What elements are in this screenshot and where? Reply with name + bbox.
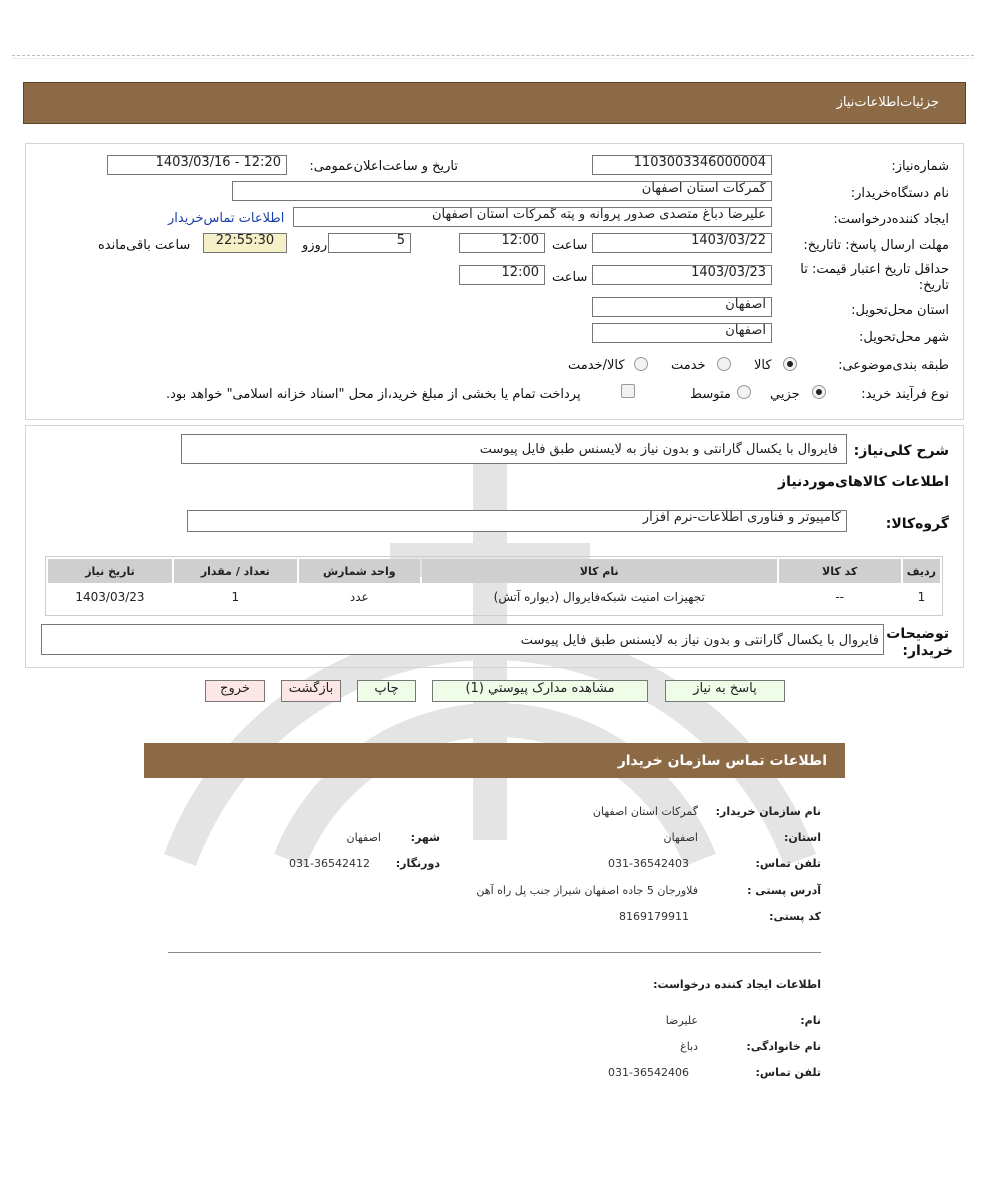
city-field: اصفهان xyxy=(592,323,772,343)
buyer-org-field: گمرکات استان اصفهان xyxy=(232,181,772,201)
creator-name-value: علیرضا xyxy=(665,1014,698,1027)
address-value: فلاورجان 5 جاده اصفهان شیراز جنب پل راه آهن xyxy=(476,884,698,897)
requester-field: علیرضا دباغ متصدی صدور پروانه و پته گمرکات استان اصفهان xyxy=(293,207,772,227)
process-option-minor: جزیي xyxy=(770,387,800,402)
cell-qty: 1 xyxy=(231,590,240,604)
buyer-notes-label-2: خریدار: xyxy=(902,643,953,659)
col-qty-header: تعداد / مقدار xyxy=(174,559,297,583)
city-label: شهر محل‌تحویل: xyxy=(859,330,949,345)
page-title: جزئیات‌اطلاعات‌نیاز xyxy=(836,95,939,110)
reply-button[interactable]: پاسخ به نیاز xyxy=(665,680,785,702)
page-header xyxy=(23,82,966,124)
category-radio-service[interactable] xyxy=(717,357,731,371)
fax-value: 031-36542412 xyxy=(289,857,370,870)
exit-button[interactable]: خروج xyxy=(205,680,265,702)
announce-field: 1403/03/16 - 12:20 xyxy=(107,155,287,175)
deadline-label: مهلت ارسال پاسخ: تاتاریخ: xyxy=(803,238,949,253)
category-option-service: خدمت xyxy=(671,358,706,373)
contact-province-value: اصفهان xyxy=(663,831,698,844)
table-row xyxy=(48,585,940,609)
org-value: گمرکات استان اصفهان xyxy=(592,805,698,818)
goods-table-wrap xyxy=(45,556,943,616)
cell-date: 1403/03/23 xyxy=(75,590,145,604)
deadline-date-field: 1403/03/22 xyxy=(592,233,772,253)
col-unit-header: واحد شمارش xyxy=(299,559,420,583)
category-option-goods: کالا xyxy=(754,358,772,373)
category-label: طبقه بندی‌موضوعی: xyxy=(838,358,949,373)
print-button[interactable]: چاپ xyxy=(357,680,416,702)
creator-phone-value: 031-36542406 xyxy=(608,1066,689,1079)
goods-section-title: اطلاعات کالاهای‌موردنیاز xyxy=(778,474,949,490)
days-label: روزو xyxy=(302,238,328,253)
treasury-checkbox[interactable] xyxy=(621,384,635,398)
top-divider xyxy=(12,55,974,56)
process-option-medium: متوسط xyxy=(690,387,731,402)
phone-value: 031-36542403 xyxy=(608,857,689,870)
top-divider-dotted xyxy=(12,58,974,59)
col-code-header: کد کالا xyxy=(779,559,901,583)
creator-name-label: نام: xyxy=(800,1014,821,1027)
fax-label: دورنگار: xyxy=(395,857,440,870)
deadline-time-label: ساعت xyxy=(552,238,588,253)
price-validity-label: حداقل تاریخ اعتبار قیمت: تا تاریخ: xyxy=(800,262,949,293)
contact-city-value: اصفهان xyxy=(346,831,381,844)
process-radio-medium[interactable] xyxy=(737,385,751,399)
need-number-field: 1103003346000004 xyxy=(592,155,772,175)
postal-label: کد پستی: xyxy=(769,910,821,923)
buyer-notes-label-1: توضیحات xyxy=(886,626,949,642)
contact-divider xyxy=(168,952,821,953)
cell-name: تجهیزات امنیت شبکه‌فایروال (دیواره آتش) xyxy=(493,590,705,604)
need-number-label: شماره‌نیاز: xyxy=(891,159,949,174)
process-label: نوع فرآیند خرید: xyxy=(861,387,949,402)
goods-group-field: کامپیوتر و فناوری اطلاعات-نرم افزار xyxy=(187,510,847,532)
price-validity-time-label: ساعت xyxy=(552,270,588,285)
goods-group-label: گروه‌کالا: xyxy=(885,516,949,532)
cell-row: 1 xyxy=(917,590,926,604)
remaining-label: ساعت باقی‌مانده xyxy=(98,238,191,253)
process-radio-minor[interactable] xyxy=(812,385,826,399)
creator-family-value: دباغ xyxy=(680,1040,698,1053)
payment-note: پرداخت تمام یا بخشی از مبلغ خرید،از محل "اسناد خزانه اسلامی" خواهد بود. xyxy=(166,387,581,402)
buyer-org-label: نام دستگاه‌خریدار: xyxy=(850,186,949,201)
remaining-time-field: 22:55:30 xyxy=(203,233,287,253)
category-option-goods-service: کالا/خدمت xyxy=(568,358,625,373)
province-label: استان محل‌تحویل: xyxy=(851,303,949,318)
address-label: آدرس پستی : xyxy=(747,884,821,897)
requester-label: ایجاد کننده‌درخواست: xyxy=(833,212,949,227)
creator-phone-label: تلفن تماس: xyxy=(755,1066,821,1079)
keyword-field: فایروال با یکسال گارانتی و بدون نیاز به لایسنس طبق فایل پیوست xyxy=(181,434,847,464)
creator-title: اطلاعات ایجاد کننده درخواست: xyxy=(653,978,821,991)
col-row-header: ردیف xyxy=(903,559,940,583)
back-button[interactable]: بازگشت xyxy=(281,680,341,702)
keyword-label: شرح کلی‌نیاز: xyxy=(853,443,949,459)
cell-unit: عدد xyxy=(349,590,369,604)
province-field: اصفهان xyxy=(592,297,772,317)
col-date-header: تاریخ نیاز xyxy=(48,559,172,583)
days-field: 5 xyxy=(328,233,411,253)
category-radio-goods-service[interactable] xyxy=(634,357,648,371)
org-label: نام سازمان خریدار: xyxy=(715,805,821,818)
goods-table-header-row xyxy=(48,559,940,583)
cell-code: -- xyxy=(835,590,844,604)
category-radio-goods[interactable] xyxy=(783,357,797,371)
contact-province-label: استان: xyxy=(784,831,821,844)
goods-table xyxy=(46,557,942,611)
contact-title: اطلاعات تماس سازمان خریدار xyxy=(617,753,827,769)
deadline-time-field: 12:00 xyxy=(459,233,545,253)
contact-header xyxy=(144,743,845,778)
price-validity-date-field: 1403/03/23 xyxy=(592,265,772,285)
phone-label: تلفن تماس: xyxy=(755,857,821,870)
creator-family-label: نام خانوادگی: xyxy=(746,1040,821,1053)
contact-city-label: شهر: xyxy=(410,831,440,844)
postal-value: 8169179911 xyxy=(619,910,689,923)
col-name-header: نام کالا xyxy=(422,559,777,583)
price-validity-time-field: 12:00 xyxy=(459,265,545,285)
buyer-contact-link[interactable]: اطلاعات تماس‌خریدار xyxy=(168,211,285,226)
attachments-button[interactable]: مشاهده مدارک پیوستي (1) xyxy=(432,680,648,702)
buyer-notes-field: فایروال با یکسال گارانتی و بدون نیاز به لایسنس طبق فایل پیوست xyxy=(41,624,884,655)
announce-label: تاریخ و ساعت‌اعلان‌عمومی: xyxy=(309,159,458,174)
